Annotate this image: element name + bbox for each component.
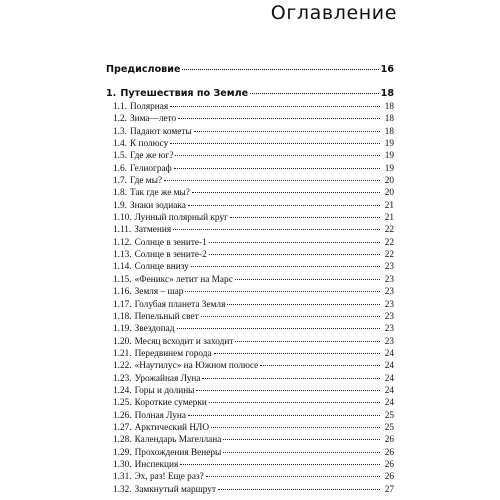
toc-section-number: 1.31. <box>113 472 132 483</box>
dot-leader <box>194 131 380 132</box>
dot-leader <box>173 229 380 230</box>
toc-entry-label: Затмения <box>134 225 172 236</box>
dot-leader <box>182 69 378 70</box>
toc-page-number: 24 <box>384 373 394 384</box>
toc-section-number: 1.15. <box>113 274 132 285</box>
toc-page-number: 23 <box>384 299 394 310</box>
dot-leader <box>185 291 380 292</box>
toc-section-number: 1.27. <box>113 422 132 433</box>
dot-leader <box>188 205 380 206</box>
toc-page-number: 21 <box>384 200 394 211</box>
toc-section-number: 1.24. <box>113 385 132 396</box>
toc-entry-label: Знаки зодиака <box>129 200 186 211</box>
toc-entry-label: «Наутилус» на Южном полюсе <box>134 361 259 372</box>
dot-leader <box>209 402 380 403</box>
toc-page-number: 23 <box>384 287 394 298</box>
toc-page-number: 24 <box>384 385 394 396</box>
toc-entry-section[interactable] <box>106 360 394 372</box>
dot-leader <box>188 415 380 416</box>
toc-entry-label: Месяц всходит и заходит <box>134 336 234 347</box>
toc-entry-label: Передвинем города <box>134 348 212 359</box>
toc-entry-label: Предисловие <box>106 64 181 75</box>
toc-entry-section[interactable] <box>106 385 394 397</box>
dot-leader <box>235 341 380 342</box>
toc-entry-section[interactable] <box>106 410 394 422</box>
toc-entry-section[interactable] <box>106 348 394 360</box>
toc-entry-preface[interactable] <box>106 63 394 77</box>
dot-leader <box>196 390 380 391</box>
toc-entry-section[interactable] <box>106 484 394 496</box>
toc-section-number: 1.16. <box>113 287 132 298</box>
toc-entry-label: Прохождения Венеры <box>134 447 222 458</box>
toc-section-number: 1.7. <box>113 176 127 187</box>
toc-section-number: 1.9. <box>113 200 127 211</box>
toc-entry-section[interactable] <box>106 138 394 150</box>
toc-page-number: 18 <box>384 102 394 112</box>
toc-entry-section[interactable] <box>106 163 394 175</box>
dot-leader <box>191 266 380 267</box>
toc-entry-section[interactable] <box>106 261 394 273</box>
toc-page-number: 23 <box>384 262 394 273</box>
toc-section-number: 1.11. <box>113 225 132 236</box>
dot-leader <box>223 439 380 440</box>
toc-entry-section[interactable] <box>106 422 394 434</box>
toc-entry-label: Урожайная Луна <box>134 373 201 384</box>
toc-section-number: 1.19. <box>113 324 132 335</box>
toc-entry-label: Горы и долины <box>134 385 195 396</box>
dot-leader <box>164 180 380 181</box>
dot-leader <box>214 353 380 354</box>
toc-page-number: 23 <box>384 311 394 322</box>
toc-entry-section[interactable] <box>106 336 394 348</box>
toc-section-number: 1.17. <box>113 299 132 310</box>
toc-entry-section[interactable] <box>106 175 394 187</box>
toc-entry-section[interactable] <box>106 299 394 311</box>
toc-section-number: 1.12. <box>113 237 132 248</box>
toc-entry-label: Лунный полярный круг <box>134 213 228 224</box>
toc-entry-section[interactable] <box>106 113 394 125</box>
toc-section-number: 1.28. <box>113 435 132 446</box>
toc-entry-label: Солнце внизу <box>134 262 189 273</box>
toc-entry-section[interactable] <box>106 459 394 471</box>
toc-entry-label: Путешествия по Земле <box>120 88 249 99</box>
toc-entry-section[interactable] <box>106 200 394 212</box>
dot-leader <box>218 489 380 490</box>
toc-page-number: 22 <box>384 225 394 236</box>
toc-entry-section[interactable] <box>106 237 394 249</box>
toc-entry-section[interactable] <box>106 397 394 409</box>
toc-section-number: 1.20. <box>113 336 132 347</box>
toc-entry-section[interactable] <box>106 323 394 335</box>
toc-entry-chapter[interactable] <box>106 87 394 101</box>
toc-page-number: 26 <box>384 472 394 483</box>
toc-entry-label: Где же юг? <box>129 151 174 162</box>
toc-page-number: 26 <box>384 435 394 446</box>
toc-entry-label: Полярная <box>129 102 169 112</box>
toc-section-number: 1.23. <box>113 373 132 384</box>
dot-leader <box>180 464 380 465</box>
toc-entry-section[interactable] <box>106 187 394 199</box>
toc-page-number: 24 <box>384 348 394 359</box>
toc-entry-label: Гелиограф <box>129 163 172 174</box>
toc-entry-label: Так где же мы? <box>129 188 190 199</box>
toc-page-number: 18 <box>384 114 394 125</box>
dot-leader <box>209 254 380 255</box>
dot-leader <box>206 476 380 477</box>
toc-entry-section[interactable] <box>106 373 394 385</box>
toc-page-number: 23 <box>384 274 394 285</box>
toc-section-number: 1.25. <box>113 398 132 409</box>
toc-page-number: 20 <box>384 188 394 199</box>
toc-section-number: 1.8. <box>113 188 127 199</box>
toc-page-number: 23 <box>384 336 394 347</box>
toc-page-number: 24 <box>384 361 394 372</box>
toc-section-number: 1.4. <box>113 139 127 150</box>
dot-leader <box>230 217 380 218</box>
toc-entry-label: Звездопад <box>134 324 175 335</box>
toc-entry-section[interactable] <box>106 274 394 286</box>
page-title: Оглавление <box>270 2 397 24</box>
toc-section-number: 1.1. <box>113 102 127 112</box>
toc-entry-label: Замкнутый маршрут <box>134 484 217 495</box>
toc-page-number: 19 <box>384 151 394 162</box>
toc-page-number: 25 <box>384 410 394 421</box>
toc-section-number: 1.22. <box>113 361 132 372</box>
toc-entry-label: Падают кометы <box>129 126 192 137</box>
toc-entry-section[interactable] <box>106 447 394 459</box>
toc-chapter-number: 1. <box>106 88 117 99</box>
toc-entry-label: Эх, раз! Еще раз? <box>134 472 204 483</box>
toc-section-number: 1.29. <box>113 447 132 458</box>
toc-entry-section[interactable] <box>106 150 394 162</box>
toc-entry-section[interactable] <box>106 434 394 446</box>
toc-entry-label: Пепельный свет <box>134 311 199 322</box>
toc-entry-label: К полюсу <box>129 139 169 150</box>
toc-page-number: 26 <box>384 459 394 470</box>
dot-leader <box>175 155 380 156</box>
toc-section-number: 1.18. <box>113 311 132 322</box>
toc-entry-section[interactable] <box>106 471 394 483</box>
toc-section-number: 1.2. <box>113 114 127 125</box>
toc-page-number: 19 <box>384 139 394 150</box>
dot-leader <box>192 192 380 193</box>
toc-page-number: 24 <box>384 398 394 409</box>
toc-entry-label: Голубая планета Земля <box>134 299 226 310</box>
toc-page-number: 18 <box>384 126 394 137</box>
toc-section-number: 1.30. <box>113 459 132 470</box>
table-of-contents <box>106 63 394 496</box>
toc-entry-label: «Феникс» летит на Марс <box>134 274 233 285</box>
dot-leader <box>202 378 380 379</box>
toc-page-number: 23 <box>384 324 394 335</box>
toc-entry-section[interactable] <box>106 101 394 113</box>
toc-entry-label: Календарь Магеллана <box>134 435 222 446</box>
toc-page-number: 20 <box>384 176 394 187</box>
toc-section-number: 1.3. <box>113 126 127 137</box>
toc-entry-label: Земля – шар <box>134 287 184 298</box>
toc-section-list <box>106 101 394 496</box>
dot-leader <box>177 328 380 329</box>
toc-page-number: 18 <box>380 88 394 99</box>
toc-entry-label: Солнце в зените-2 <box>134 250 207 261</box>
dot-leader <box>209 242 380 243</box>
dot-leader <box>250 93 378 94</box>
dot-leader <box>260 365 380 366</box>
toc-section-number: 1.21. <box>113 348 132 359</box>
toc-entry-label: Зима—лето <box>129 114 177 125</box>
toc-entry-label: Солнце в зените-1 <box>134 237 207 248</box>
toc-page-number: 22 <box>384 250 394 261</box>
toc-entry-section[interactable] <box>106 311 394 323</box>
toc-page-number: 27 <box>384 484 394 495</box>
toc-entry-label: Арктический НЛО <box>134 422 210 433</box>
dot-leader <box>201 316 380 317</box>
toc-entry-label: Короткие сумерки <box>134 398 207 409</box>
dot-leader <box>223 452 380 453</box>
toc-page-number: 16 <box>380 64 394 75</box>
dot-leader <box>178 118 380 119</box>
toc-section-number: 1.32. <box>113 484 132 495</box>
toc-entry-section[interactable] <box>106 212 394 224</box>
dot-leader <box>170 106 380 107</box>
toc-section-number: 1.5. <box>113 151 127 162</box>
dot-leader <box>235 279 380 280</box>
toc-entry-label: Инспекция <box>134 459 179 470</box>
dot-leader <box>211 427 380 428</box>
toc-page-number: 21 <box>384 213 394 224</box>
toc-section-number: 1.13. <box>113 250 132 261</box>
toc-page-number: 22 <box>384 237 394 248</box>
toc-page-number: 25 <box>384 422 394 433</box>
toc-entry-section[interactable] <box>106 126 394 138</box>
toc-section-number: 1.14. <box>113 262 132 273</box>
toc-section-number: 1.26. <box>113 410 132 421</box>
dot-leader <box>174 168 380 169</box>
toc-entry-label: Полная Луна <box>134 410 186 421</box>
toc-page-number: 26 <box>384 447 394 458</box>
toc-entry-label: Где мы? <box>129 176 163 187</box>
toc-entry-section[interactable] <box>106 249 394 261</box>
toc-entry-section[interactable] <box>106 224 394 236</box>
dot-leader <box>170 143 380 144</box>
toc-section-number: 1.6. <box>113 163 127 174</box>
dot-leader <box>227 304 380 305</box>
toc-section-number: 1.10. <box>113 213 132 224</box>
toc-page-number: 19 <box>384 163 394 174</box>
toc-entry-section[interactable] <box>106 286 394 298</box>
